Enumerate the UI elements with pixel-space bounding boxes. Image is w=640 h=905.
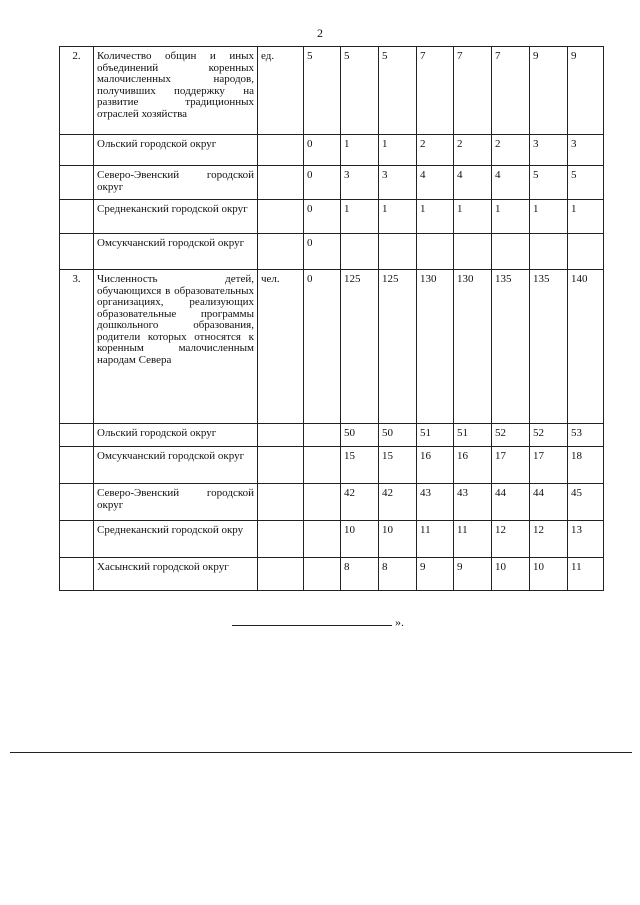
value-cell: 5 [379,47,417,135]
value-cell: 0 [304,166,341,200]
value-cell: 15 [341,447,379,484]
value-cell: 125 [379,270,417,424]
value-cell: 1 [530,200,568,234]
value-cell: 51 [454,424,492,447]
table-row [60,135,604,166]
value-cell: 17 [530,447,568,484]
closing-quote: ». [395,615,404,629]
value-cell [304,484,341,521]
value-cell: 1 [341,135,379,166]
unit-cell: ед. [258,47,304,135]
value-cell: 11 [454,521,492,558]
value-cell: 45 [568,484,604,521]
value-cell: 2 [417,135,454,166]
value-cell: 4 [492,166,530,200]
value-cell: 42 [379,484,417,521]
row-number-cell: 3. [60,270,94,424]
value-cell: 50 [341,424,379,447]
row-number-cell [60,521,94,558]
value-cell: 10 [341,521,379,558]
value-cell [530,234,568,270]
value-cell: 5 [341,47,379,135]
value-cell: 17 [492,447,530,484]
value-cell: 1 [454,200,492,234]
value-cell: 3 [568,135,604,166]
value-cell: 43 [454,484,492,521]
table-row [60,424,604,447]
value-cell: 16 [454,447,492,484]
value-cell: 9 [530,47,568,135]
row-number-cell [60,484,94,521]
value-cell: 1 [492,200,530,234]
indicator-name-cell: Хасынский городской округ [94,558,258,591]
indicators-table [59,46,604,591]
unit-cell [258,200,304,234]
value-cell: 42 [341,484,379,521]
table-row [60,447,604,484]
unit-cell [258,424,304,447]
table-row [60,166,604,200]
value-cell: 8 [379,558,417,591]
indicator-name-cell: Среднеканский городской окру [94,521,258,558]
value-cell: 130 [417,270,454,424]
value-cell [341,234,379,270]
row-number-cell: 2. [60,47,94,135]
table-row [60,521,604,558]
value-cell: 1 [379,200,417,234]
table-row [60,234,604,270]
value-cell [304,447,341,484]
value-cell: 125 [341,270,379,424]
value-cell: 7 [454,47,492,135]
value-cell: 12 [530,521,568,558]
value-cell: 9 [568,47,604,135]
value-cell: 16 [417,447,454,484]
value-cell: 5 [530,166,568,200]
value-cell: 10 [379,521,417,558]
value-cell: 10 [530,558,568,591]
value-cell: 3 [530,135,568,166]
indicator-name-cell: Численность детей, обучающихся в образовательных организациях, реализующих образовательные программы дошкольного образования, родители которых относятся к коренным малочисленным народам Севера [94,270,258,424]
indicator-name-cell: Северо-Эвенский городской округ [94,484,258,521]
value-cell: 11 [417,521,454,558]
value-cell: 0 [304,200,341,234]
value-cell: 5 [304,47,341,135]
value-cell [304,424,341,447]
value-cell: 1 [568,200,604,234]
unit-cell [258,484,304,521]
unit-cell [258,166,304,200]
value-cell: 140 [568,270,604,424]
value-cell [492,234,530,270]
row-number-cell [60,424,94,447]
indicator-name-cell: Омсукчанский городской округ [94,234,258,270]
value-cell: 52 [530,424,568,447]
indicator-name-cell: Ольский городской округ [94,424,258,447]
value-cell [417,234,454,270]
value-cell: 43 [417,484,454,521]
indicator-name-cell: Среднеканский городской округ [94,200,258,234]
value-cell [304,521,341,558]
unit-cell [258,447,304,484]
value-cell: 7 [417,47,454,135]
value-cell: 4 [417,166,454,200]
value-cell: 44 [492,484,530,521]
value-cell: 44 [530,484,568,521]
row-number-cell [60,135,94,166]
value-cell: 10 [492,558,530,591]
value-cell: 135 [492,270,530,424]
value-cell: 3 [341,166,379,200]
unit-cell: чел. [258,270,304,424]
value-cell: 0 [304,270,341,424]
value-cell: 4 [454,166,492,200]
unit-cell [258,521,304,558]
value-cell: 11 [568,558,604,591]
table-row [60,484,604,521]
value-cell: 1 [417,200,454,234]
value-cell [454,234,492,270]
row-number-cell [60,558,94,591]
unit-cell [258,234,304,270]
value-cell [379,234,417,270]
unit-cell [258,135,304,166]
indicator-name-cell: Количество общин и иных объединений коренных малочисленных народов, получивших поддержку на развитие традиционных отраслей хозяйства [94,47,258,135]
value-cell: 1 [379,135,417,166]
value-cell: 50 [379,424,417,447]
value-cell: 8 [341,558,379,591]
table-row [60,270,604,424]
table-row [60,47,604,135]
indicator-name-cell: Омсукчанский городской округ [94,447,258,484]
row-number-cell [60,166,94,200]
bottom-rule [10,752,632,753]
row-number-cell [60,447,94,484]
indicator-name-cell: Северо-Эвенский городской округ [94,166,258,200]
value-cell: 135 [530,270,568,424]
value-cell: 13 [568,521,604,558]
value-cell: 130 [454,270,492,424]
closing-mark [232,615,404,630]
value-cell: 7 [492,47,530,135]
value-cell: 5 [568,166,604,200]
value-cell: 2 [454,135,492,166]
value-cell: 18 [568,447,604,484]
value-cell: 9 [454,558,492,591]
value-cell [568,234,604,270]
value-cell: 52 [492,424,530,447]
indicator-name-cell: Ольский городской округ [94,135,258,166]
row-number-cell [60,234,94,270]
table-row [60,558,604,591]
value-cell: 51 [417,424,454,447]
value-cell: 53 [568,424,604,447]
value-cell: 0 [304,135,341,166]
row-number-cell [60,200,94,234]
value-cell [304,558,341,591]
value-cell: 0 [304,234,341,270]
value-cell: 1 [341,200,379,234]
value-cell: 2 [492,135,530,166]
unit-cell [258,558,304,591]
value-cell: 12 [492,521,530,558]
table-row [60,200,604,234]
value-cell: 9 [417,558,454,591]
value-cell: 15 [379,447,417,484]
closing-line [232,624,392,626]
page-number: 2 [317,26,323,40]
value-cell: 3 [379,166,417,200]
